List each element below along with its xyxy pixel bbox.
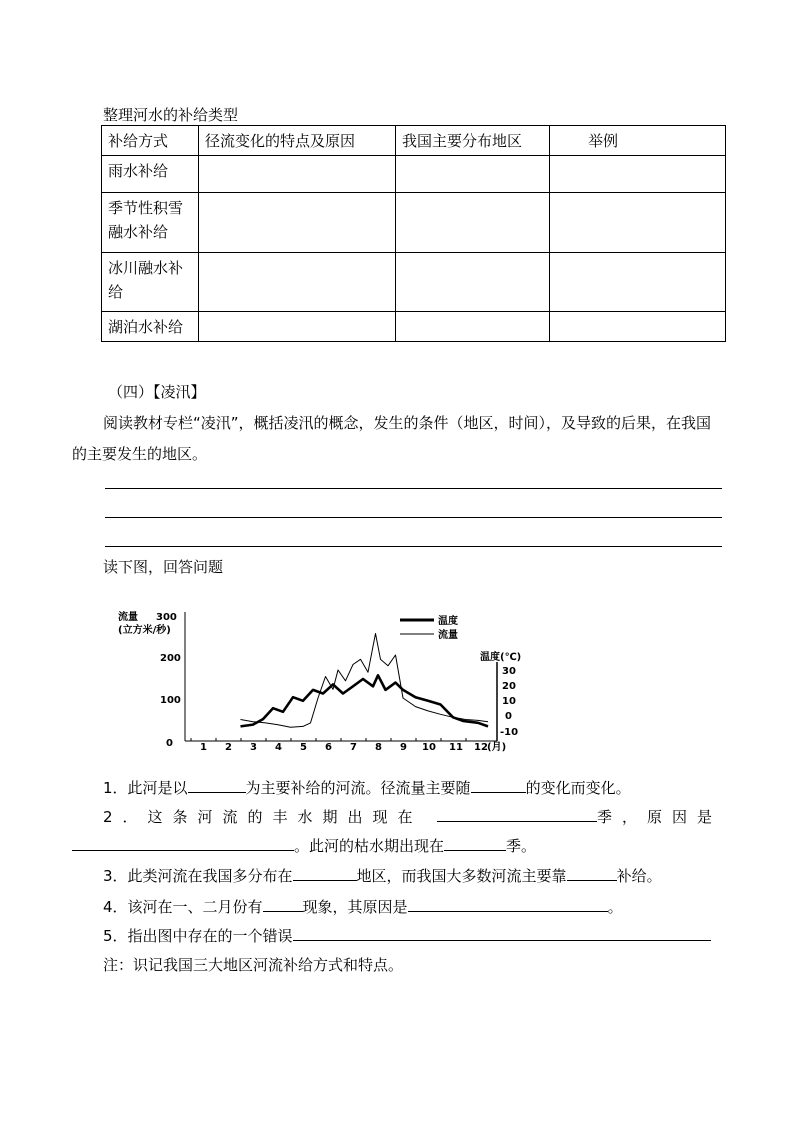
blank[interactable] <box>408 896 608 912</box>
x-tick: 4 <box>275 742 282 753</box>
y-left-tick: 100 <box>160 695 181 706</box>
header-cell: 举例 <box>550 126 726 156</box>
series-line-temperature <box>241 675 489 726</box>
y-left-tick: 300 <box>156 612 177 623</box>
x-tick: 5 <box>300 742 307 753</box>
answer-cell[interactable] <box>396 193 550 253</box>
question-2-line2: 。此河的枯水期出现在 季。 <box>72 835 536 857</box>
x-tick: 8 <box>375 742 382 753</box>
legend-label-temperature: 温度 <box>438 616 458 627</box>
table-row <box>102 312 726 342</box>
header-cell: 补给方式 <box>102 126 199 156</box>
study-note: 注：识记我国三大地区河流补给方式和特点。 <box>103 956 404 974</box>
header-cell: 我国主要分布地区 <box>396 126 550 156</box>
table-title: 整理河水的补给类型 <box>103 106 239 124</box>
hydrograph-chart <box>112 600 532 755</box>
table-row <box>102 253 726 312</box>
row-label: 雨水补给 <box>102 156 199 193</box>
answer-cell[interactable] <box>396 312 550 342</box>
blank[interactable] <box>72 835 294 851</box>
y-left-label-line1: 流量 <box>118 612 138 623</box>
row-label: 冰川融水补 给 <box>102 253 199 312</box>
blank[interactable] <box>471 777 526 793</box>
blank[interactable] <box>437 806 597 822</box>
row-label: 季节性积雪 融水补给 <box>102 193 199 253</box>
answer-line[interactable] <box>105 546 722 547</box>
answer-line[interactable] <box>105 517 722 518</box>
answer-cell[interactable] <box>550 156 726 193</box>
supply-type-table <box>101 125 726 342</box>
answer-cell[interactable] <box>396 253 550 312</box>
answer-cell[interactable] <box>396 156 550 193</box>
question-1: 1．此河是以 为主要补给的河流。径流量主要随 的变化而变化。 <box>103 779 631 797</box>
table-row <box>102 156 726 193</box>
answer-cell[interactable] <box>550 193 726 253</box>
table-row <box>102 193 726 253</box>
y-right-tick: 10 <box>502 696 516 707</box>
y-left-tick: 200 <box>160 653 181 664</box>
section-title-ice-flood: （四）【凌汛】 <box>108 383 206 401</box>
answer-cell[interactable] <box>550 253 726 312</box>
blank[interactable] <box>293 925 711 941</box>
blank[interactable] <box>567 865 617 881</box>
question-5: 5．指出图中存在的一个错误 <box>103 925 711 947</box>
x-tick: 7 <box>350 742 357 753</box>
answer-cell[interactable] <box>550 312 726 342</box>
x-tick: 2 <box>225 742 232 753</box>
x-tick: 6 <box>325 742 332 753</box>
y-right-tick: -10 <box>500 727 519 738</box>
x-tick: 11 <box>449 742 463 753</box>
question-2-line1: 2．这条河流的丰水期出现在 季，原因是 <box>103 808 722 826</box>
y-right-tick: 0 <box>505 711 512 722</box>
series-layer <box>241 634 489 728</box>
answer-line[interactable] <box>105 488 722 489</box>
x-unit: (月) <box>487 742 507 753</box>
x-tick: 9 <box>400 742 407 753</box>
y-right-tick: 30 <box>502 666 516 677</box>
question-3: 3．此类河流在我国多分布在 地区，而我国大多数河流主要靠 补给。 <box>103 867 662 885</box>
legend-label-flow: 流量 <box>438 630 458 641</box>
blank[interactable] <box>263 896 303 912</box>
answer-cell[interactable] <box>199 156 396 193</box>
blank[interactable] <box>293 865 357 881</box>
blank[interactable] <box>444 835 506 851</box>
y-right-tick: 20 <box>502 681 516 692</box>
answer-cell[interactable] <box>199 253 396 312</box>
x-tick: 3 <box>250 742 257 753</box>
question-4: 4．该河在一、二月份有 现象，其原因是 。 <box>103 898 623 916</box>
y-right-label: 温度(℃) <box>480 652 522 663</box>
answer-cell[interactable] <box>199 312 396 342</box>
header-cell: 径流变化的特点及原因 <box>199 126 396 156</box>
answer-cell[interactable] <box>199 193 396 253</box>
y-left-label-line2: (立方米/秒) <box>118 625 171 636</box>
section-paragraph: 阅读教材专栏“凌汛”，概括凌汛的概念，发生的条件（地区，时间），及导致的后果，在我国的主要发生的地区。 <box>72 414 712 463</box>
x-tick: 10 <box>422 742 436 753</box>
read-figure-prompt: 读下图，回答问题 <box>103 558 224 576</box>
table-header-row <box>102 126 726 156</box>
row-label: 湖泊水补给 <box>102 312 199 342</box>
x-tick: 1 <box>200 742 207 753</box>
y-left-tick: 0 <box>166 738 173 749</box>
blank[interactable] <box>188 777 246 793</box>
x-tick: 12 <box>474 742 488 753</box>
